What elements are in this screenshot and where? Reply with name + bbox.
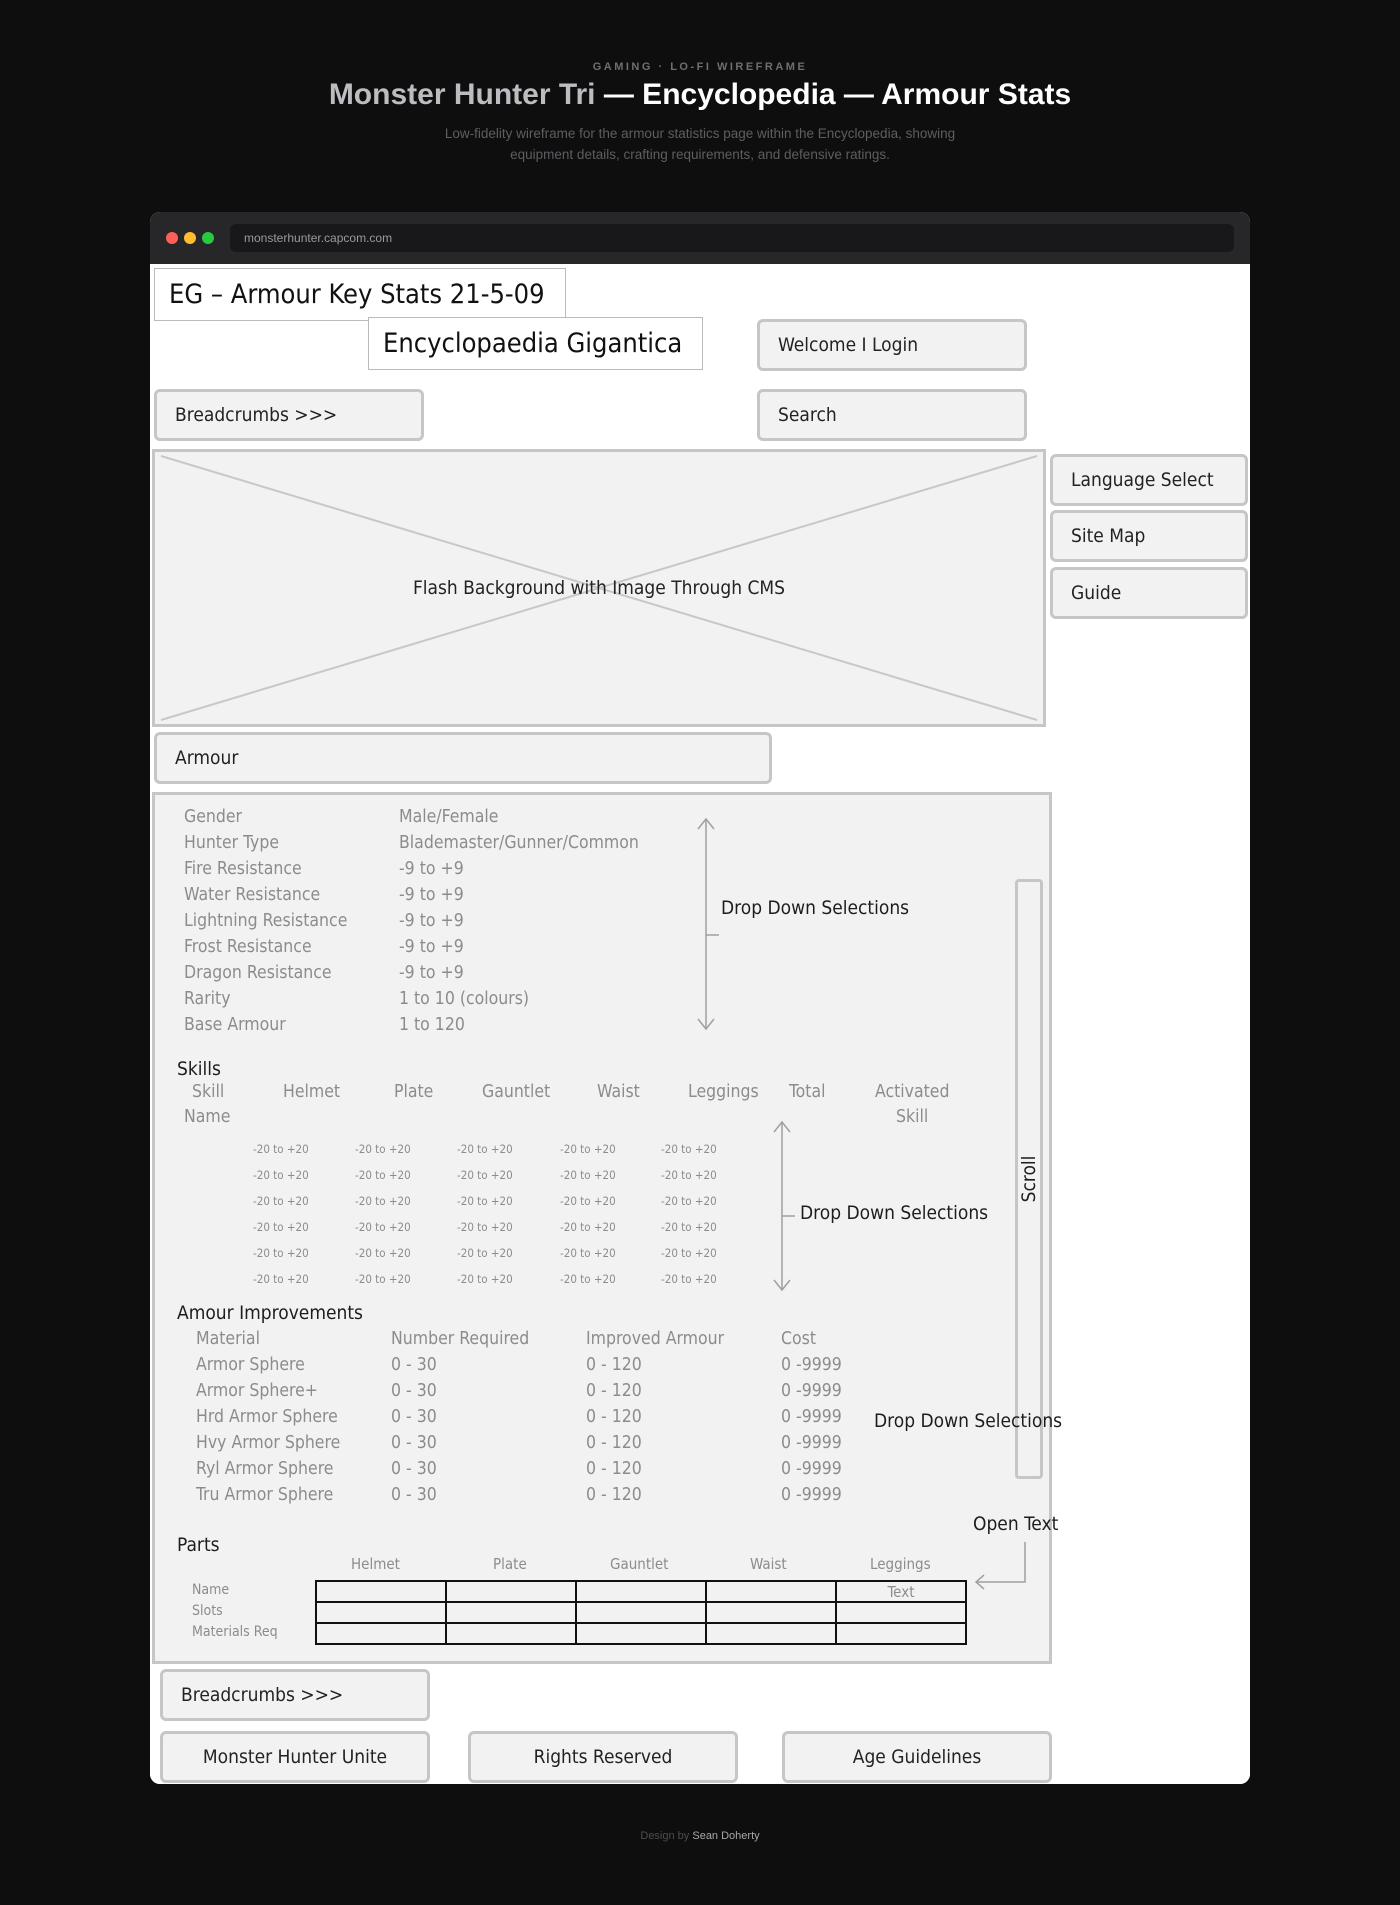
parts-heading: Parts: [177, 1534, 220, 1556]
credit-prefix: Design by: [640, 1830, 690, 1842]
stat-label: Lightning Resistance: [184, 911, 348, 931]
flash-background-placeholder: [152, 449, 1046, 727]
number-required[interactable]: 0 - 30: [391, 1381, 437, 1401]
callout-arrow-icon: [970, 1540, 1030, 1592]
skill-range-cell[interactable]: -20 to +20: [457, 1246, 513, 1260]
skills-col-helmet: Helmet: [283, 1082, 341, 1102]
skill-range-cell[interactable]: -20 to +20: [560, 1168, 616, 1182]
site-title: Encyclopaedia Gigantica: [368, 317, 703, 370]
stat-label: Dragon Resistance: [184, 963, 332, 983]
page-description: [0, 123, 1400, 165]
double-arrow-icon: [691, 817, 721, 1031]
skill-range-cell[interactable]: -20 to +20: [560, 1220, 616, 1234]
improved-armour[interactable]: 0 - 120: [586, 1459, 642, 1479]
number-required[interactable]: 0 - 30: [391, 1459, 437, 1479]
skill-range-cell[interactable]: -20 to +20: [355, 1272, 411, 1286]
skills-col-total: Total: [789, 1082, 826, 1102]
parts-cell[interactable]: [446, 1623, 576, 1644]
design-credit: [0, 1830, 1400, 1842]
double-arrow-icon: [767, 1120, 797, 1292]
skill-range-cell[interactable]: -20 to +20: [355, 1194, 411, 1208]
skill-range-cell[interactable]: -20 to +20: [560, 1142, 616, 1156]
parts-cell-text[interactable]: Text: [836, 1581, 966, 1602]
title-rest: — Encyclopedia — Armour Stats: [595, 78, 1072, 111]
parts-row-name: Name: [192, 1582, 230, 1598]
cost[interactable]: 0 -9999: [781, 1355, 842, 1375]
improvements-col-number: Number Required: [391, 1329, 530, 1349]
desc-line-2: equipment details, crafting requirements, and defensive ratings.: [510, 147, 890, 162]
parts-cell[interactable]: [706, 1623, 836, 1644]
parts-cell[interactable]: [576, 1602, 706, 1623]
skill-range-cell[interactable]: -20 to +20: [253, 1220, 309, 1234]
stat-label: Fire Resistance: [184, 859, 302, 879]
scrollbar[interactable]: [1015, 879, 1043, 1479]
skill-range-cell[interactable]: -20 to +20: [457, 1272, 513, 1286]
language-select-button[interactable]: Language Select: [1050, 454, 1248, 506]
skill-range-cell[interactable]: -20 to +20: [661, 1272, 717, 1286]
table-row: [316, 1602, 966, 1623]
stat-value[interactable]: 1 to 120: [399, 1015, 465, 1035]
material-name: Armor Sphere+: [196, 1381, 318, 1401]
title-prefix: Monster Hunter Tri: [328, 78, 596, 111]
footer-link-monster-hunter-unite[interactable]: Monster Hunter Unite: [160, 1731, 430, 1783]
parts-cell[interactable]: [316, 1602, 446, 1623]
address-bar[interactable]: monsterhunter.capcom.com: [230, 224, 1234, 252]
skill-range-cell[interactable]: -20 to +20: [457, 1142, 513, 1156]
skills-col-leggings: Leggings: [688, 1082, 759, 1102]
skills-heading: Skills: [177, 1058, 221, 1080]
stat-value[interactable]: 1 to 10 (colours): [399, 989, 530, 1009]
parts-cell[interactable]: [706, 1602, 836, 1623]
table-row: [316, 1623, 966, 1644]
site-map-link[interactable]: Site Map: [1050, 510, 1248, 562]
skill-range-cell[interactable]: -20 to +20: [355, 1168, 411, 1182]
stat-value[interactable]: -9 to +9: [399, 963, 464, 983]
improvements-heading: Amour Improvements: [177, 1302, 363, 1324]
footer-link-age-guidelines[interactable]: Age Guidelines: [782, 1731, 1052, 1783]
parts-cell[interactable]: [446, 1581, 576, 1602]
welcome-login-button[interactable]: Welcome I Login: [757, 319, 1027, 371]
skill-range-cell[interactable]: -20 to +20: [560, 1246, 616, 1260]
open-text-note: Open Text: [973, 1513, 1059, 1535]
parts-col-leggings: Leggings: [870, 1555, 931, 1573]
maximize-dot-icon[interactable]: [202, 232, 214, 244]
skills-col-waist: Waist: [597, 1082, 640, 1102]
breadcrumbs-bottom[interactable]: Breadcrumbs >>>: [160, 1669, 430, 1721]
drop-down-selections-note: Drop Down Selections: [874, 1410, 1063, 1432]
stat-label: Frost Resistance: [184, 937, 312, 957]
skill-range-cell[interactable]: -20 to +20: [661, 1246, 717, 1260]
cost[interactable]: 0 -9999: [781, 1485, 842, 1505]
cost[interactable]: 0 -9999: [781, 1459, 842, 1479]
skill-range-cell[interactable]: -20 to +20: [661, 1220, 717, 1234]
skills-col-skill: Skill: [192, 1082, 225, 1102]
skills-col-name: Name: [184, 1107, 231, 1127]
minimize-dot-icon[interactable]: [184, 232, 196, 244]
credit-author: Sean Doherty: [692, 1830, 760, 1842]
cost[interactable]: 0 -9999: [781, 1433, 842, 1453]
search-button[interactable]: Search: [757, 389, 1027, 441]
skill-range-cell[interactable]: -20 to +20: [560, 1194, 616, 1208]
stat-value[interactable]: -9 to +9: [399, 937, 464, 957]
parts-row-slots: Slots: [192, 1603, 223, 1619]
improvements-col-material: Material: [196, 1329, 260, 1349]
parts-col-waist: Waist: [750, 1555, 787, 1573]
skill-range-cell[interactable]: -20 to +20: [457, 1168, 513, 1182]
skills-col-activated-skill: Skill: [896, 1107, 929, 1127]
parts-col-gauntlet: Gauntlet: [610, 1555, 669, 1573]
material-name: Armor Sphere: [196, 1355, 305, 1375]
number-required[interactable]: 0 - 30: [391, 1355, 437, 1375]
desc-line-1: Low-fidelity wireframe for the armour statistics page within the Encyclopedia, showing: [444, 126, 956, 141]
footer-link-rights-reserved[interactable]: Rights Reserved: [468, 1731, 738, 1783]
browser-toolbar: [150, 212, 1250, 264]
improved-armour[interactable]: 0 - 120: [586, 1381, 642, 1401]
wireframe-page-label: EG – Armour Key Stats 21-5-09: [154, 268, 566, 321]
scrollbar-label: Scroll: [1018, 1155, 1040, 1203]
skill-range-cell[interactable]: -20 to +20: [355, 1142, 411, 1156]
stat-label: Base Armour: [184, 1015, 286, 1035]
parts-cell[interactable]: [446, 1602, 576, 1623]
skill-range-cell[interactable]: -20 to +20: [661, 1194, 717, 1208]
stat-label: Hunter Type: [184, 833, 280, 853]
material-name: Hrd Armor Sphere: [196, 1407, 338, 1427]
stat-value[interactable]: -9 to +9: [399, 911, 464, 931]
eyebrow-label: GAMING · LO-FI WIREFRAME: [592, 61, 808, 73]
material-name: Ryl Armor Sphere: [196, 1459, 334, 1479]
skill-range-cell[interactable]: -20 to +20: [253, 1246, 309, 1260]
parts-cell[interactable]: [316, 1581, 446, 1602]
armour-header: Armour: [154, 732, 772, 784]
stat-value[interactable]: Male/Female: [399, 807, 499, 827]
close-dot-icon[interactable]: [166, 232, 178, 244]
skill-range-cell[interactable]: -20 to +20: [457, 1220, 513, 1234]
parts-col-plate: Plate: [493, 1555, 527, 1573]
parts-cell[interactable]: [836, 1623, 966, 1644]
stat-value[interactable]: -9 to +9: [399, 859, 464, 879]
parts-cell[interactable]: [836, 1602, 966, 1623]
stat-label: Water Resistance: [184, 885, 321, 905]
stat-label: Rarity: [184, 989, 231, 1009]
skill-range-cell[interactable]: -20 to +20: [253, 1272, 309, 1286]
flash-background-label: Flash Background with Image Through CMS: [412, 577, 786, 599]
material-name: Hvy Armor Sphere: [196, 1433, 341, 1453]
parts-row-materials: Materials Req: [192, 1624, 278, 1640]
parts-cell[interactable]: [706, 1581, 836, 1602]
skill-range-cell[interactable]: -20 to +20: [661, 1142, 717, 1156]
stat-value[interactable]: -9 to +9: [399, 885, 464, 905]
improved-armour[interactable]: 0 - 120: [586, 1407, 642, 1427]
improvements-col-cost: Cost: [781, 1329, 816, 1349]
page-title: [0, 78, 1400, 112]
wireframe-viewport: [150, 264, 1250, 1784]
parts-col-helmet: Helmet: [351, 1555, 400, 1573]
improved-armour[interactable]: 0 - 120: [586, 1355, 642, 1375]
improved-armour[interactable]: 0 - 120: [586, 1485, 642, 1505]
skills-col-plate: Plate: [394, 1082, 434, 1102]
parts-cell[interactable]: [316, 1623, 446, 1644]
guide-link[interactable]: Guide: [1050, 567, 1248, 619]
armour-stats-panel: [152, 792, 1063, 1664]
skill-range-cell[interactable]: -20 to +20: [253, 1194, 309, 1208]
skills-col-activated: Activated: [875, 1082, 950, 1102]
skill-range-cell[interactable]: -20 to +20: [355, 1220, 411, 1234]
parts-cell[interactable]: [576, 1623, 706, 1644]
improved-armour[interactable]: 0 - 120: [586, 1433, 642, 1453]
number-required[interactable]: 0 - 30: [391, 1407, 437, 1427]
number-required[interactable]: 0 - 30: [391, 1485, 437, 1505]
improvements-col-improved: Improved Armour: [586, 1329, 725, 1349]
skills-col-gauntlet: Gauntlet: [482, 1082, 551, 1102]
number-required[interactable]: 0 - 30: [391, 1433, 437, 1453]
skill-range-cell[interactable]: -20 to +20: [253, 1142, 309, 1156]
material-name: Tru Armor Sphere: [196, 1485, 334, 1505]
skill-range-cell[interactable]: -20 to +20: [560, 1272, 616, 1286]
drop-down-selections-note: Drop Down Selections: [800, 1202, 989, 1224]
skill-range-cell[interactable]: -20 to +20: [355, 1246, 411, 1260]
table-row: [316, 1581, 966, 1602]
browser-window: [150, 212, 1250, 1784]
skill-range-cell[interactable]: -20 to +20: [457, 1194, 513, 1208]
parts-cell[interactable]: [576, 1581, 706, 1602]
skill-range-cell[interactable]: -20 to +20: [661, 1168, 717, 1182]
stat-label: Gender: [184, 807, 243, 827]
stat-value[interactable]: Blademaster/Gunner/Common: [399, 833, 639, 853]
cost[interactable]: 0 -9999: [781, 1381, 842, 1401]
breadcrumbs-top[interactable]: Breadcrumbs >>>: [154, 389, 424, 441]
parts-table: [315, 1580, 967, 1645]
drop-down-selections-note: Drop Down Selections: [721, 897, 910, 919]
skill-range-cell[interactable]: -20 to +20: [253, 1168, 309, 1182]
cost[interactable]: 0 -9999: [781, 1407, 842, 1427]
